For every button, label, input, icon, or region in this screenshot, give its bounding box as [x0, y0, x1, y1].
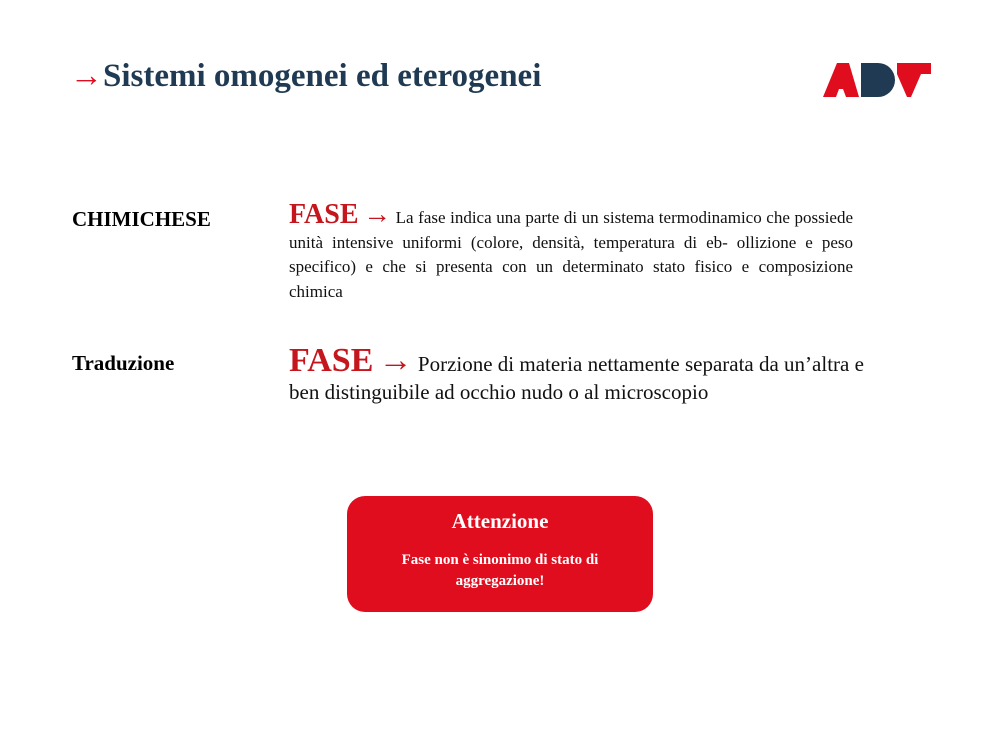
definition-translation: [289, 342, 879, 406]
definition-chemical: [289, 199, 854, 304]
title-arrow: →: [70, 58, 103, 94]
attention-body: Fase non è sinonimo di stato di aggregazione!: [401, 552, 599, 589]
arrow-icon: →: [363, 199, 392, 230]
definition-text: La fase indica una parte di un sistema termodinamico che possiede unità intensive uniformi (colore, densità, temperatura di eb- ollizione e peso specifico) e che si presenta con un determinato stato fisico e composizione chimica: [289, 208, 854, 301]
definition-text: Porzione di materia nettamente separata da un’altra e ben distinguibile ad occhio nudo o al microscopio: [289, 352, 864, 404]
arrow-icon: →: [378, 342, 413, 379]
attention-box: [347, 496, 653, 612]
term-fase: FASE: [289, 199, 359, 230]
attention-title: Attenzione: [451, 509, 549, 533]
label-chimichese: CHIMICHESE: [72, 207, 211, 231]
title-text: Sistemi omogenei ed eterogenei: [103, 58, 542, 94]
page-title: [70, 58, 541, 95]
term-fase: FASE: [289, 342, 374, 379]
label-traduzione: Traduzione: [72, 351, 175, 375]
adt-logo: [823, 63, 931, 97]
